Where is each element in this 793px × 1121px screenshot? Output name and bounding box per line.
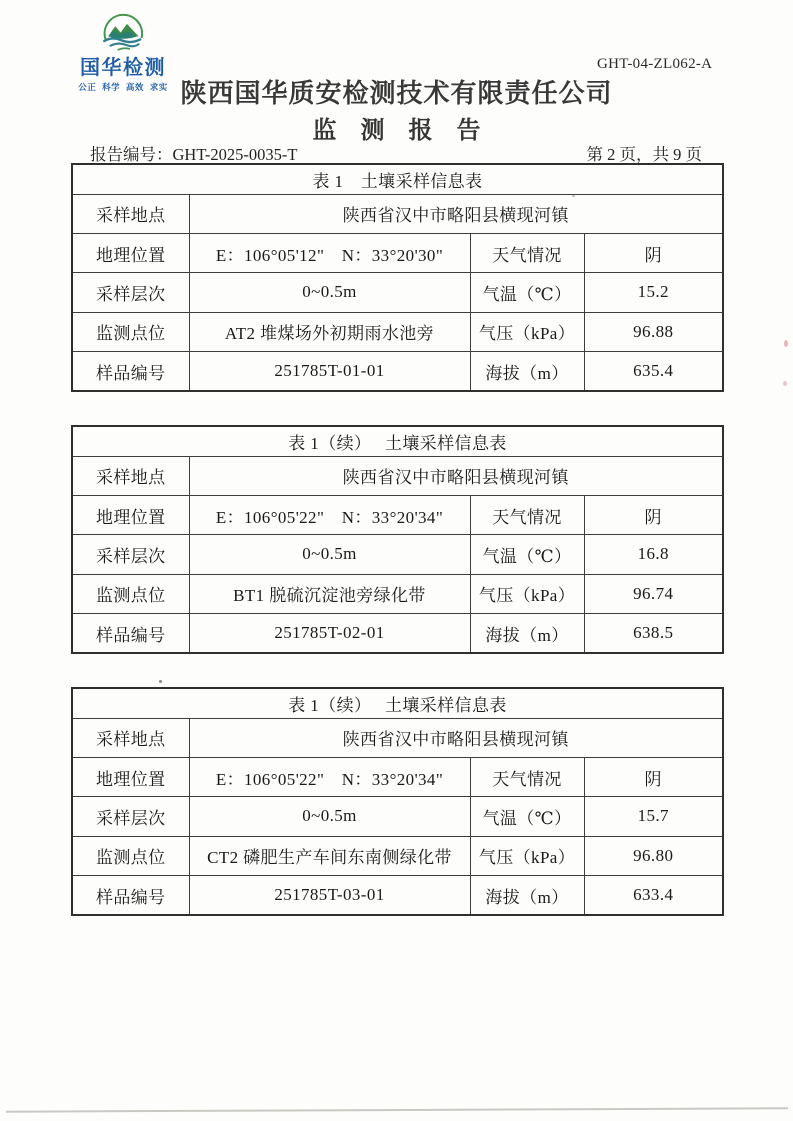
report-number [90, 141, 297, 165]
row-label-2: 气温（℃） [470, 535, 584, 574]
row-label-2: 海拔（m） [470, 352, 584, 391]
table-row [72, 876, 723, 915]
table-row [72, 718, 723, 757]
row-label: 监测点位 [72, 574, 189, 613]
scan-artifact-line [6, 1107, 788, 1112]
scan-artifact-speck [784, 340, 788, 347]
report-meta-line [90, 141, 702, 165]
report-number-label: 报告编号： [90, 145, 173, 164]
row-value: E：106°05'22" N：33°20'34" [189, 495, 470, 534]
row-label-2: 天气情况 [470, 233, 584, 272]
row-label: 采样层次 [72, 535, 189, 574]
logo-company-name: 国华检测 [80, 57, 166, 79]
table-row [72, 614, 723, 653]
row-label-2: 气压（kPa） [470, 836, 584, 875]
row-label: 监测点位 [72, 836, 189, 875]
row-value-2: 阴 [584, 757, 723, 796]
row-value: 251785T-03-01 [189, 876, 470, 915]
row-label: 采样地点 [72, 194, 189, 233]
table-row [72, 312, 723, 351]
row-value: AT2 堆煤场外初期雨水池旁 [189, 312, 470, 351]
table-row [72, 426, 723, 456]
row-label: 样品编号 [72, 352, 189, 391]
scan-artifact-speck [159, 680, 162, 683]
row-value: CT2 磷肥生产车间东南侧绿化带 [189, 836, 470, 875]
row-value-2: 15.7 [584, 797, 723, 836]
table-row [72, 456, 723, 495]
row-value-2: 阴 [584, 495, 723, 534]
table-title: 表 1（续） 土壤采样信息表 [72, 426, 723, 456]
row-value-2: 阴 [584, 233, 723, 272]
table-row [72, 797, 723, 836]
table-row [72, 574, 723, 613]
page-indicator: 第 2 页，共 9 页 [586, 145, 702, 164]
scan-artifact-speck [572, 195, 575, 197]
row-label-2: 气压（kPa） [470, 574, 584, 613]
row-value-2: 15.2 [584, 273, 723, 312]
row-label: 监测点位 [72, 312, 189, 351]
row-value: E：106°05'12" N：33°20'30" [189, 233, 470, 272]
document-code: GHT-04-ZL062-A [597, 56, 713, 72]
row-label: 采样地点 [72, 718, 189, 757]
row-value-2: 633.4 [584, 876, 723, 915]
row-value: 251785T-02-01 [189, 614, 470, 653]
report-number-value: GHT-2025-0035-T [172, 145, 298, 164]
row-value-2: 16.8 [584, 535, 723, 574]
row-value: 陕西省汉中市略阳县横现河镇 [189, 718, 723, 757]
row-value-2: 638.5 [584, 614, 723, 653]
logo-tagline: 公正 科学 高效 求实 [78, 82, 168, 92]
table-row [72, 836, 723, 875]
sampling-info-table-2 [71, 425, 724, 654]
mountain-water-logo-icon [98, 12, 148, 56]
table-title: 表 1 土壤采样信息表 [72, 164, 723, 194]
table-row [72, 273, 723, 312]
row-value: 251785T-01-01 [189, 352, 470, 391]
scan-artifact-speck [783, 381, 787, 386]
row-label: 采样地点 [72, 456, 189, 495]
row-value-2: 96.80 [584, 836, 723, 875]
row-value: BT1 脱硫沉淀池旁绿化带 [189, 574, 470, 613]
table-row [72, 688, 723, 718]
row-label: 地理位置 [72, 233, 189, 272]
sampling-info-table-1 [71, 163, 724, 392]
company-title: 陕西国华质安检测技术有限责任公司 [180, 78, 613, 108]
row-label: 采样层次 [72, 797, 189, 836]
row-label: 地理位置 [72, 495, 189, 534]
row-value: 陕西省汉中市略阳县横现河镇 [189, 194, 723, 233]
row-value-2: 635.4 [584, 352, 723, 391]
row-label-2: 气压（kPa） [470, 312, 584, 351]
row-value-2: 96.88 [584, 312, 723, 351]
table-row [72, 757, 723, 796]
row-label-2: 天气情况 [470, 495, 584, 534]
row-value: 陕西省汉中市略阳县横现河镇 [189, 456, 723, 495]
row-label-2: 气温（℃） [470, 797, 584, 836]
row-label-2: 气温（℃） [470, 273, 584, 312]
table-row [72, 352, 723, 391]
row-value: 0~0.5m [189, 535, 470, 574]
row-label: 样品编号 [72, 876, 189, 915]
report-title: 监 测 报 告 [312, 117, 481, 144]
row-label: 地理位置 [72, 757, 189, 796]
table-row [72, 233, 723, 272]
row-label-2: 海拔（m） [470, 614, 584, 653]
row-label-2: 天气情况 [470, 757, 584, 796]
row-value-2: 96.74 [584, 574, 723, 613]
table-row [72, 164, 723, 194]
row-value: 0~0.5m [189, 797, 470, 836]
row-label-2: 海拔（m） [470, 876, 584, 915]
row-value: E：106°05'22" N：33°20'34" [189, 757, 470, 796]
sampling-info-table-3 [71, 687, 724, 916]
table-title: 表 1（续） 土壤采样信息表 [72, 688, 723, 718]
row-value: 0~0.5m [189, 273, 470, 312]
table-row [72, 194, 723, 233]
table-row [72, 535, 723, 574]
row-label: 采样层次 [72, 273, 189, 312]
row-label: 样品编号 [72, 614, 189, 653]
table-row [72, 495, 723, 534]
